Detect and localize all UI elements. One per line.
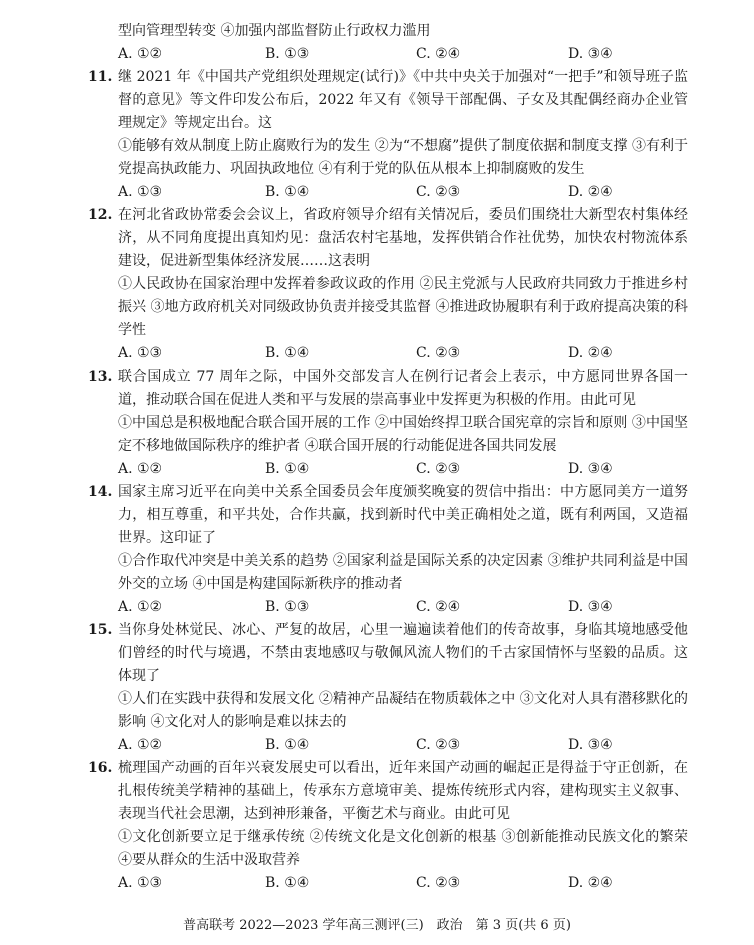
option-b: B. ①④	[265, 184, 310, 200]
question-statements: ①人民政协在国家治理中发挥着参政议政的作用 ②民主党派与人民政府共同致力于推进乡村振兴 ③地方政府机关对同级政协负责并接受其监督 ④推进政协履职有利于政府提高决策的科学性	[118, 276, 688, 338]
option-b: B. ①③	[265, 599, 310, 615]
question-stem: 梳理国产动画的百年兴衰发展史可以看出，近年来国产动画的崛起正是得益于守正创新，在扎根传统美学精神的基础上，传承东方意境审美、提炼传统形式内容，建构现实主义叙事、表现当代社会思潮，达到神形兼备，平衡艺术与商业。由此可见	[118, 760, 688, 822]
question-statements: ①中国总是积极地配合联合国开展的工作 ②中国始终捍卫联合国宪章的宗旨和原则 ③中国坚定不移地做国际秩序的维护者 ④联合国开展的行动能促进各国共同发展	[118, 415, 688, 454]
question-number: 15.	[88, 622, 113, 638]
option-c: C. ②③	[416, 345, 461, 361]
question-stem: 当你身处林觉民、冰心、严复的故居，心里一遍遍读着他们的传奇故事，身临其境地感受他们曾经的时代与境遇，不禁由衷地感叹与敬佩风流人物们的千古家国情怀与坚毅的品质。这体现了	[118, 622, 688, 684]
option-a: A. ①③	[118, 875, 163, 891]
question-number: 13.	[88, 369, 113, 385]
question-stem: 国家主席习近平在向美中关系全国委员会年度颁奖晚宴的贺信中指出：中方愿同美方一道努力，相互尊重，和平共处，合作共赢，找到新时代中美正确相处之道，既有利两国，又造福世界。这印证了	[118, 484, 688, 546]
option-c: C. ②④	[416, 46, 461, 62]
option-b: B. ①④	[265, 875, 310, 891]
question-stem: 联合国成立 77 周年之际，中国外交部发言人在例行记者会上表示，中方愿同世界各国一道，推动联合国在促进人类和平与发展的崇高事业中发挥更为积极的作用。由此可见	[118, 369, 688, 408]
option-d: D. ②④	[568, 875, 613, 891]
question-10-statements-tail: 型向管理型转变 ④加强内部监督防止行政权力滥用	[118, 23, 431, 39]
option-b: B. ①④	[265, 345, 310, 361]
question-10-options	[118, 43, 688, 66]
question-number: 16.	[88, 760, 113, 776]
option-a: A. ①②	[118, 46, 163, 62]
question-options	[118, 181, 688, 204]
question-number: 11.	[88, 69, 113, 85]
question-options	[118, 872, 688, 895]
option-b: B. ①④	[265, 737, 310, 753]
question-statements: ①合作取代冲突是中美关系的趋势 ②国家利益是国际关系的决定因素 ③维护共同利益是中国外交的立场 ④中国是构建国际新秩序的推动者	[118, 553, 688, 592]
question-statements: ①文化创新要立足于继承传统 ②传统文化是文化创新的根基 ③创新能推动民族文化的繁荣 ④要从群众的生活中汲取营养	[118, 829, 688, 868]
option-a: A. ①②	[118, 461, 163, 477]
question-number: 14.	[88, 484, 113, 500]
question-options	[118, 342, 688, 365]
question-options	[118, 458, 688, 481]
option-d: D. ③④	[568, 46, 613, 62]
question-options	[118, 734, 688, 757]
option-b: B. ①④	[265, 461, 310, 477]
option-d: D. ③④	[568, 461, 613, 477]
option-c: C. ②③	[416, 737, 461, 753]
page-footer: 普高联考 2022—2023 学年高三测评(三) 政治 第 3 页(共 6 页)	[183, 918, 571, 933]
option-d: D. ③④	[568, 737, 613, 753]
question-statements: ①能够有效从制度上防止腐败行为的发生 ②为“不想腐”提供了制度依据和制度支撑 ③有利于党提高执政能力、巩固执政地位 ④有利于党的队伍从根本上抑制腐败的发生	[118, 138, 688, 177]
option-c: C. ②③	[416, 184, 461, 200]
option-a: A. ①③	[118, 345, 163, 361]
question-statements: ①人们在实践中获得和发展文化 ②精神产品凝结在物质载体之中 ③文化对人具有潜移默化的影响 ④文化对人的影响是难以抹去的	[118, 691, 688, 730]
option-b: B. ①③	[265, 46, 310, 62]
option-d: D. ②④	[568, 345, 613, 361]
option-d: D. ②④	[568, 184, 613, 200]
option-a: A. ①②	[118, 599, 163, 615]
option-c: C. ②④	[416, 599, 461, 615]
option-a: A. ①③	[118, 184, 163, 200]
question-stem: 继 2021 年《中国共产党组织处理规定(试行)》《中共中央关于加强对“一把手”和领导班子监督的意见》等文件印发公布后，2022 年又有《领导干部配偶、子女及其配偶经商办企业管理规定》等规定出台。这	[118, 69, 688, 131]
option-a: A. ①②	[118, 737, 163, 753]
question-stem: 在河北省政协常委会会议上，省政府领导介绍有关情况后，委员们围绕壮大新型农村集体经济，从不同角度提出真知灼见：盘活农村宅基地，发挥供销合作社优势，加快农村物流体系建设，促进新型集体经济发展……这表明	[118, 207, 688, 269]
option-c: C. ②③	[416, 461, 461, 477]
option-d: D. ③④	[568, 599, 613, 615]
question-options	[118, 596, 688, 619]
option-c: C. ②③	[416, 875, 461, 891]
question-number: 12.	[88, 207, 113, 223]
